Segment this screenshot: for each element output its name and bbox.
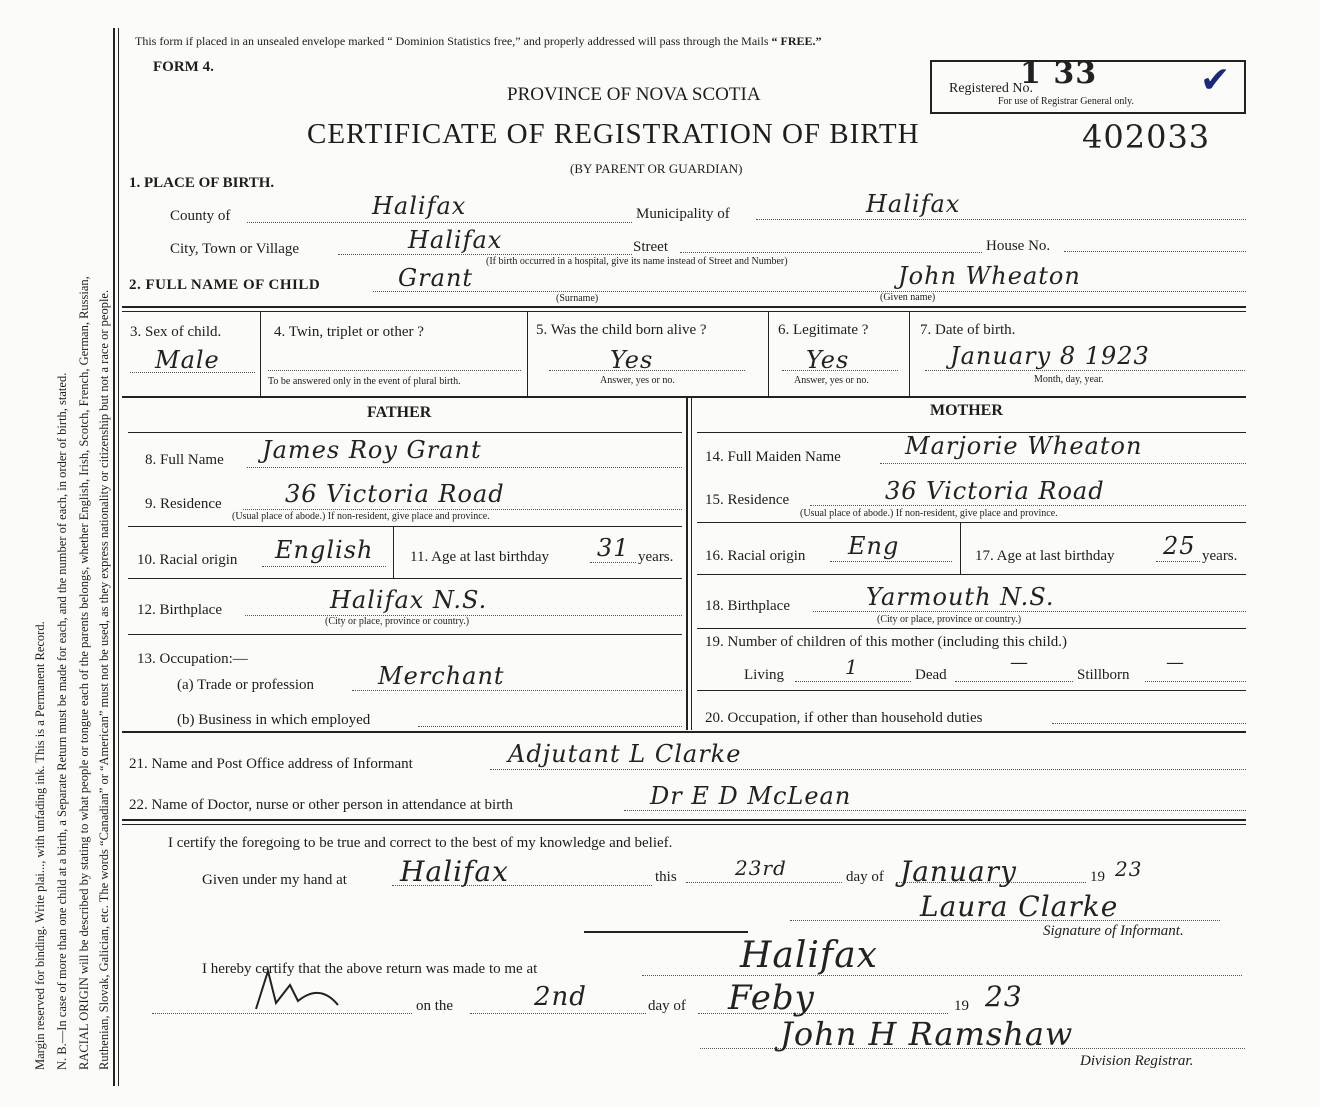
stillborn-label: Stillborn (1077, 667, 1130, 683)
municipality-label: Municipality of (636, 206, 730, 222)
given-dayof-label: day of (846, 869, 884, 885)
father-residence-line (243, 509, 682, 510)
registrar-day-line-2 (470, 1013, 646, 1014)
living-line (795, 681, 911, 682)
city-label: City, Town or Village (170, 241, 300, 257)
stillborn-line (1145, 681, 1246, 682)
mother-children-label: 19. Number of children of this mother (including this child.) (705, 634, 1068, 650)
county-value: Halifax (372, 192, 467, 220)
hospital-note: (If birth occurred in a hospital, give its name instead of Street and Number) (486, 256, 788, 267)
registrar-signature-label: Division Registrar. (1080, 1053, 1194, 1069)
cell-divider-d (909, 312, 910, 396)
center-divider-b (691, 398, 692, 730)
mother-residence-label: 15. Residence (705, 492, 790, 508)
mother-occupation-line (1052, 723, 1246, 724)
given-place: Halifax (400, 855, 509, 888)
surname-label: (Surname) (556, 293, 599, 304)
child-surname: Grant (398, 264, 474, 292)
registrar-text: I hereby certify that the above return was made to me at (202, 961, 538, 977)
certificate-number: 402033 (1082, 118, 1211, 156)
place-of-birth-heading: 1. PLACE OF BIRTH. (129, 175, 275, 191)
father-race: English (275, 536, 374, 564)
mother-name-line (880, 463, 1246, 464)
mother-age-label: 17. Age at last birthday (975, 548, 1115, 564)
given-under-label: Given under my hand at (202, 872, 347, 888)
father-trade: Merchant (378, 662, 505, 690)
father-race-line (262, 566, 386, 567)
margin-note-racial: RACIAL ORIGIN will be described by stating to what people or tongue each of the parents belongs, whether English, Irish, Scotch, French, German, Russian, (77, 276, 91, 1070)
mother-abode-note: (Usual place of abode.) If non-resident, give place and province. (800, 508, 1058, 519)
dob-line (925, 370, 1245, 371)
mother-age: 25 (1163, 532, 1196, 560)
twin-note: To be answered only in the event of plural birth. (268, 376, 461, 387)
city-line (338, 254, 632, 255)
this-label: this (655, 869, 677, 885)
street-line (680, 252, 982, 253)
certificate-title: CERTIFICATE OF REGISTRATION OF BIRTH (307, 118, 920, 150)
informant-signature: Laura Clarke (920, 890, 1119, 923)
mail-note-text: This form if placed in an unsealed envelope marked “ Dominion Statistics free,” and properly addressed will pass through the Mails (135, 34, 769, 48)
living-value: 1 (845, 655, 859, 679)
father-name-line (247, 467, 682, 468)
living-label: Living (744, 667, 784, 683)
registrar-on-label: on the (416, 998, 454, 1014)
divider-1b (122, 311, 1246, 312)
mother-race: Eng (848, 532, 900, 560)
doctor-label: 22. Name of Doctor, nurse or other person in attendance at birth (129, 797, 513, 813)
given-name-label: (Given name) (880, 292, 936, 303)
given-month: January (900, 855, 1017, 888)
twin-line (268, 370, 521, 371)
father-name-label: 8. Full Name (145, 452, 224, 468)
registered-box (930, 56, 1246, 114)
left-margin-rule (113, 28, 115, 1086)
father-heading: FATHER (367, 404, 432, 421)
alive-label: 5. Was the child born alive ? (536, 322, 707, 338)
given-year: 23 (1115, 857, 1143, 881)
city-value: Halifax (408, 226, 503, 254)
mother-age-line (1156, 561, 1200, 562)
left-margin-rule-inner (118, 28, 119, 1086)
cell-divider-c (768, 312, 769, 396)
province-heading: PROVINCE OF NOVA SCOTIA (507, 84, 761, 105)
registrar-initial-mark (250, 965, 345, 1015)
form-number: FORM 4. (153, 59, 214, 75)
informant-signature-label: Signature of Informant. (1043, 923, 1184, 939)
doctor-line (624, 810, 1246, 811)
sex-value: Male (155, 346, 220, 374)
father-age-label: 11. Age at last birthday (410, 549, 549, 565)
informant-value: Adjutant L Clarke (508, 740, 742, 768)
doctor-value: Dr E D McLean (650, 782, 852, 810)
margin-note-binding: Margin reserved for binding. Write plai..., with unfading ink. This is a Permanent Record. (33, 621, 47, 1070)
house-line (1064, 251, 1246, 252)
mother-name: Marjorie Wheaton (905, 432, 1143, 460)
mother-birthplace-note: (City or place, province or country.) (877, 614, 1022, 625)
house-label: House No. (986, 238, 1051, 254)
street-label: Street (633, 239, 668, 255)
child-name-line (373, 291, 1246, 292)
registered-label: Registered No. (949, 81, 1033, 96)
mother-heading: MOTHER (930, 402, 1003, 419)
short-divider (584, 931, 748, 933)
informant-label: 21. Name and Post Office address of Informant (129, 756, 413, 772)
dob-label: 7. Date of birth. (920, 322, 1016, 338)
registrar-dayof-label: day of (648, 998, 686, 1014)
margin-note-racial-cont: Ruthenian, Slovak, Galician, etc. The words “Canadian” or “American” must not be used, as they express nationality or citizenship but not a race or people. (97, 289, 111, 1070)
legitimate-value: Yes (806, 346, 850, 374)
informant-line (490, 769, 1246, 770)
cell-divider-b (527, 312, 528, 396)
sex-label: 3. Sex of child. (130, 324, 222, 340)
mother-rule-5 (697, 628, 1246, 629)
certify-text: I certify the foregoing to be true and correct to the best of my knowledge and belief. (168, 835, 673, 851)
father-trade-line (352, 690, 682, 691)
father-age-line (590, 562, 636, 563)
mail-free: “ FREE.” (771, 34, 822, 48)
registrar-year: 23 (985, 980, 1023, 1013)
registrar-place: Halifax (740, 935, 878, 976)
initial-stroke (256, 971, 338, 1009)
given-day-line (686, 882, 842, 883)
mother-race-line (830, 561, 952, 562)
father-residence-label: 9. Residence (145, 496, 222, 512)
mother-race-divider (960, 522, 961, 574)
father-birthplace-label: 12. Birthplace (137, 602, 222, 618)
mother-birthplace: Yarmouth N.S. (866, 583, 1055, 611)
father-age: 31 (597, 534, 630, 562)
registrar-signature: John H Ramshaw (780, 1015, 1074, 1053)
child-given-name: John Wheaton (898, 262, 1081, 290)
given-year-prefix: 19 (1090, 869, 1105, 885)
father-rule-3 (128, 526, 682, 527)
father-trade-label: (a) Trade or profession (177, 677, 315, 693)
alive-value: Yes (610, 346, 654, 374)
margin-note-nb: N. B.—In case of more than one child at a birth, a Separate Return must be made for each, and the number of each, in order of birth, stated. (55, 372, 69, 1070)
twin-label: 4. Twin, triplet or other ? (274, 324, 424, 340)
certificate-subtitle: (BY PARENT OR GUARDIAN) (570, 161, 743, 176)
center-divider (686, 398, 688, 730)
father-abode-note: (Usual place of abode.) If non-resident, give place and province. (232, 511, 490, 522)
dead-line (955, 681, 1073, 682)
dead-label: Dead (915, 667, 947, 683)
father-business-label: (b) Business in which employed (177, 712, 371, 728)
dob-value: January 8 1923 (950, 342, 1150, 370)
mother-birthplace-label: 18. Birthplace (705, 598, 790, 614)
child-name-label: 2. FULL NAME OF CHILD (129, 277, 321, 293)
father-race-label: 10. Racial origin (137, 552, 238, 568)
father-race-divider (393, 526, 394, 578)
father-years: years. (638, 549, 674, 565)
dob-note: Month, day, year. (1034, 374, 1104, 385)
father-birthplace-note: (City or place, province or country.) (325, 616, 470, 627)
dead-value: — (1010, 652, 1029, 673)
mother-race-label: 16. Racial origin (705, 548, 806, 564)
mother-birthplace-line (813, 611, 1246, 612)
stillborn-value: — (1166, 652, 1185, 673)
father-heading-rule (128, 432, 682, 433)
registrar-day: 2nd (534, 982, 587, 1012)
mother-rule-3 (697, 522, 1246, 523)
mail-note (135, 34, 822, 49)
check-mark-icon: ✔ (1200, 60, 1231, 101)
registrar-note: For use of Registrar General only. (998, 96, 1134, 107)
mother-years: years. (1202, 548, 1238, 564)
mother-rule-4 (697, 574, 1246, 575)
father-residence: 36 Victoria Road (285, 480, 505, 508)
legitimate-note: Answer, yes or no. (794, 375, 869, 386)
father-birthplace: Halifax N.S. (330, 586, 488, 614)
alive-note: Answer, yes or no. (600, 375, 675, 386)
legitimate-label: 6. Legitimate ? (778, 322, 869, 338)
divider-1 (122, 306, 1246, 308)
cell-divider-a (260, 312, 261, 396)
municipality-value: Halifax (866, 190, 961, 218)
registrar-month: Feby (728, 978, 815, 1018)
registrar-year-prefix: 19 (954, 998, 969, 1014)
divider-4 (122, 819, 1246, 821)
mother-occupation-label: 20. Occupation, if other than household duties (705, 710, 983, 726)
registered-number: 1 33 (1020, 56, 1098, 91)
divider-2 (122, 396, 1246, 398)
father-name: James Roy Grant (262, 436, 482, 464)
father-rule-4 (128, 578, 682, 579)
county-label: County of (170, 208, 231, 224)
mother-rule-6 (697, 690, 1246, 691)
divider-3 (122, 731, 1246, 733)
mother-residence-line (810, 505, 1246, 506)
registrar-place-line (642, 975, 1242, 976)
mother-name-label: 14. Full Maiden Name (705, 449, 841, 465)
municipality-line (756, 219, 1246, 220)
mother-residence: 36 Victoria Road (885, 477, 1105, 505)
father-occupation-label: 13. Occupation:— (137, 651, 248, 667)
divider-4b (122, 824, 1246, 825)
county-line (247, 222, 632, 223)
father-rule-5 (128, 634, 682, 635)
given-day: 23rd (735, 856, 787, 880)
father-business-line (418, 726, 682, 727)
